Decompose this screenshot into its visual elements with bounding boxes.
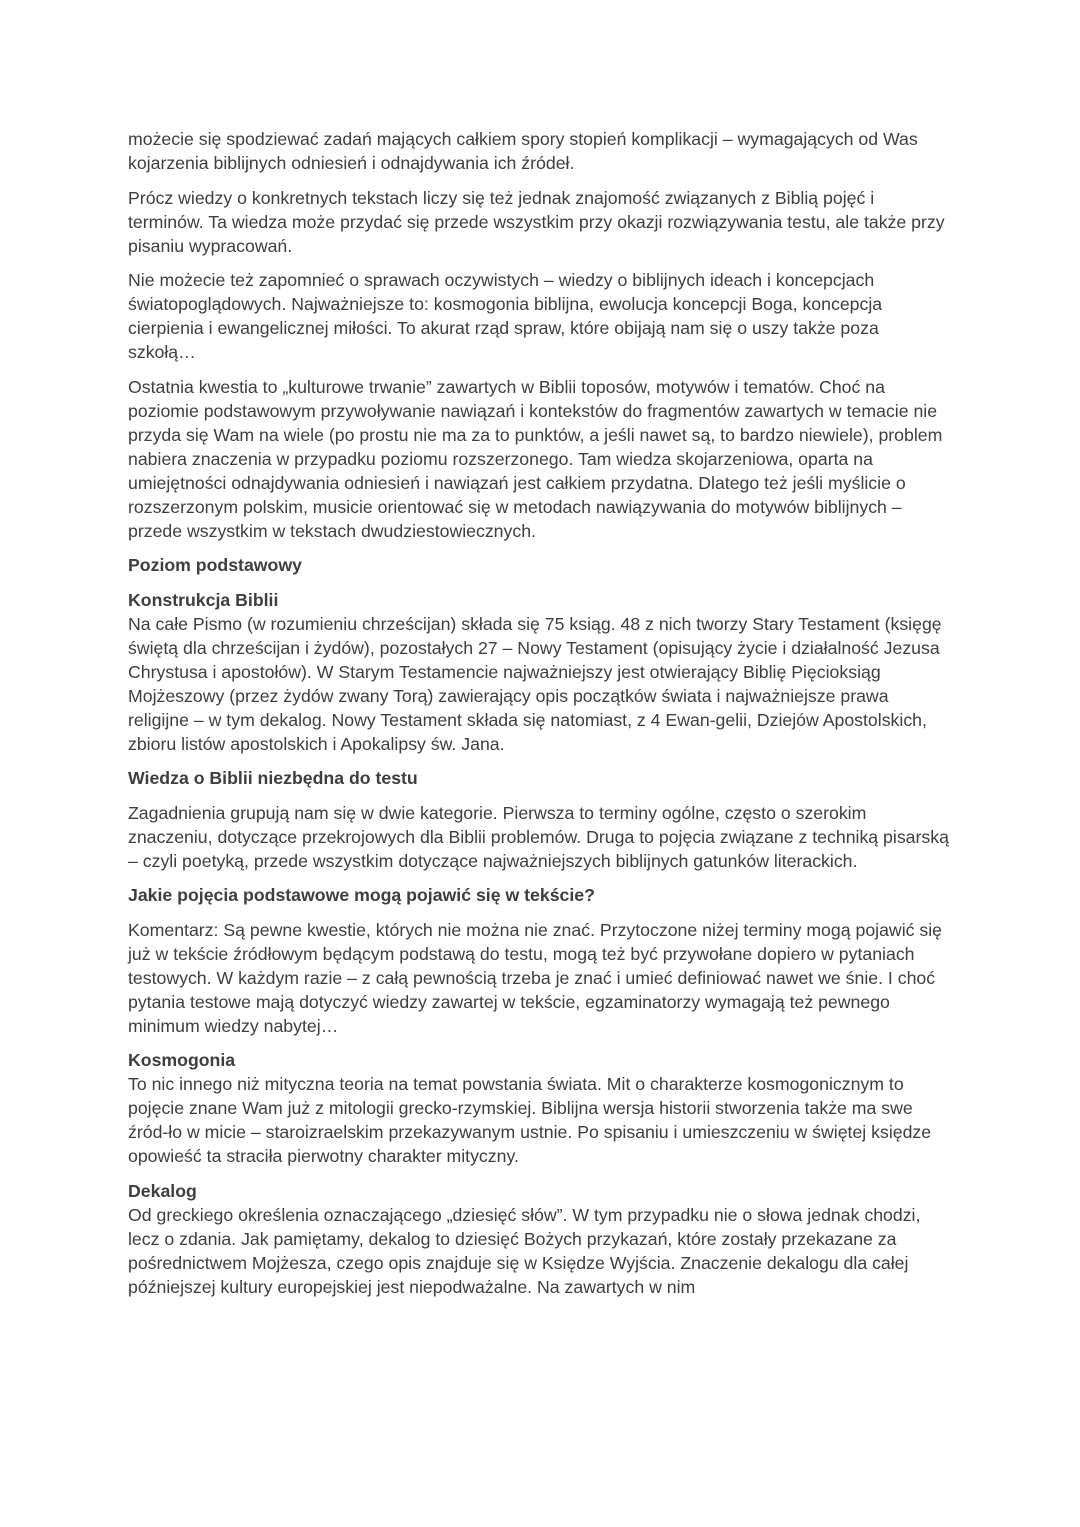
heading-poziom-podstawowy: Poziom podstawowy bbox=[128, 555, 302, 575]
paragraph-dekalog: Od greckiego określenia oznaczającego „dziesięć słów”. W tym przypadku nie o słowa jednak chodzi, lecz o zdania. Jak pamiętamy, dekalog to dziesięć Bożych przykazań, które zostały przekazane za pośrednictwem Mojżesza, czego opis znajduje się w Księdze Wyjścia. Znaczenie dekalogu dla całej późniejszej kultury europejskiej jest niepodważalne. Na zawartych w nim bbox=[128, 1204, 921, 1297]
section-kosmogonia bbox=[128, 1048, 950, 1168]
paragraph-idee-koncepcje: Nie możecie też zapomnieć o sprawach oczywistych – wiedzy o biblijnych ideach i koncepcjach światopoglądowych. Najważniejsze to: kosmogonia biblijna, ewolucja koncepcji Boga, koncepcja cierpienia i ewangelicznej miłości. To akurat rząd spraw, które obijają nam się o uszy także poza szkołą… bbox=[128, 270, 883, 362]
paragraph-zagadnienia: Zagadnienia grupują nam się w dwie kategorie. Pierwsza to terminy ogólne, często o szerokim znaczeniu, dotyczące przekrojowych dla Biblii problemów. Druga to pojęcia związane z techniką pisarską – czyli poetyką, przede wszystkim dotyczące najważniejszych biblijnych gatunków literackich. bbox=[128, 802, 949, 871]
heading-kosmogonia: Kosmogonia bbox=[128, 1050, 236, 1070]
paragraph-konstrukcja-biblii: Na całe Pismo (w rozumieniu chrześcijan) składa się 75 ksiąg. 48 z nich tworzy Stary Testament (księgę świętą dla chrześcijan i żydów), pozostałych 27 – Nowy Testament (opisujący życie i działalność Jezusa Chrystusa i apostołów). W Starym Testamencie najważniejszy jest otwierający Biblię Pięcioksiąg Mojżeszowy (przez żydów zwany Torą) zawierający opis początków świata i najważniejsze prawa religijne – w tym dekalog. Nowy Testament składa się natomiast, z 4 Ewan-gelii, Dziejów Apostolskich, zbioru listów apostolskich i Apokalipsy św. Jana. bbox=[128, 613, 942, 754]
document-page bbox=[128, 127, 950, 1309]
paragraph-kulturowe-trwanie: Ostatnia kwestia to „kulturowe trwanie” zawartych w Biblii toposów, motywów i tematów. Choć na poziomie podstawowym przywoływanie nawiązań i kontekstów do fragmentów zawartych w temacie nie przyda się Wam na wiele (po prostu nie ma za to punktów, a jeśli nawet są, to bardzo niewiele), problem nabiera znaczenia w przypadku poziomu rozszerzonego. Tam wiedza skojarzeniowa, oparta na umiejętności odnajdywania odniesień i nawiązań jest całkiem przydatna. Dlatego też jeśli myślicie o rozszerzonym polskim, musicie orientować się w metodach nawiązywania do motywów biblijnych – przede wszystkim w tekstach dwudziestowiecznych. bbox=[128, 376, 943, 541]
heading-wiedza-o-biblii: Wiedza o Biblii niezbędna do testu bbox=[128, 768, 418, 788]
paragraph-zadania: możecie się spodziewać zadań mających całkiem spory stopień komplikacji – wymagających od Was kojarzenia biblijnych odniesień i odnajdywania ich źródeł. bbox=[128, 129, 918, 173]
section-konstrukcja-biblii bbox=[128, 588, 950, 756]
heading-jakie-pojecia: Jakie pojęcia podstawowe mogą pojawić się w tekście? bbox=[128, 885, 595, 905]
paragraph-pojecia-terminy: Prócz wiedzy o konkretnych tekstach liczy się też jednak znajomość związanych z Biblią pojęć i terminów. Ta wiedza może przydać się przede wszystkim przy okazji rozwiązywania testu, ale także przy pisaniu wypracowań. bbox=[128, 187, 945, 256]
paragraph-kosmogonia: To nic innego niż mityczna teoria na temat powstania świata. Mit o charakterze kosmogonicznym to pojęcie znane Wam już z mitologii grecko-rzymskiej. Biblijna wersja historii stworzenia także ma swe źród-ło w micie – staroizraelskim przekazywanym ustnie. Po spisaniu i umieszczeniu w świętej księdze opowieść ta straciła pierwotny charakter mityczny. bbox=[128, 1074, 932, 1166]
paragraph-komentarz: Komentarz: Są pewne kwestie, których nie można nie znać. Przytoczone niżej terminy mogą pojawić się już w tekście źródłowym będącym podstawą do testu, mogą też być przywołane dopiero w pytaniach testowych. W każdym razie – z całą pewnością trzeba je znać i umieć definiować nawet we śnie. I choć pytania testowe mają dotyczyć wiedzy zawartej w tekście, egzaminatorzy wymagają też pewnego minimum wiedzy nabytej… bbox=[128, 919, 942, 1036]
heading-konstrukcja-biblii: Konstrukcja Biblii bbox=[128, 589, 279, 610]
heading-dekalog: Dekalog bbox=[128, 1180, 197, 1201]
section-dekalog bbox=[128, 1179, 950, 1299]
